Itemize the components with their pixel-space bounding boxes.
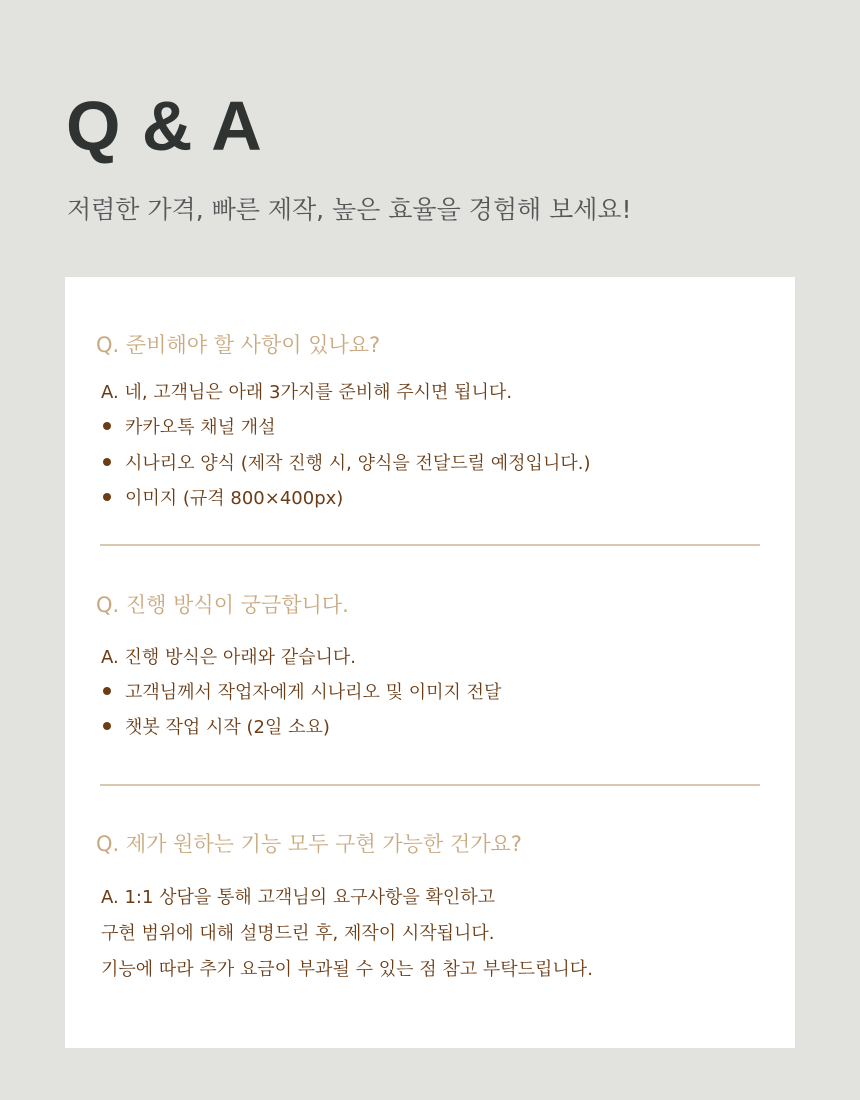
faq-bullet-text: 고객님께서 작업자에게 시나리오 및 이미지 전달: [125, 682, 502, 703]
faq-bullet-item: [103, 451, 590, 477]
faq-answer-line: A. 1:1 상담을 통해 고객님의 요구사항을 확인하고: [101, 887, 495, 908]
section-divider: [100, 544, 760, 546]
faq-bullet-text: 이미지 (규격 800×400px): [125, 488, 344, 509]
bullet-icon: [103, 687, 111, 695]
faq-question: Q. 준비해야 할 사항이 있나요?: [96, 333, 381, 357]
faq-answer: A. 네, 고객님은 아래 3가지를 준비해 주시면 됩니다.: [101, 382, 513, 403]
bullet-icon: [103, 458, 111, 466]
faq-answer-line: 기능에 따라 추가 요금이 부과될 수 있는 점 참고 부탁드립니다.: [101, 959, 593, 980]
faq-bullet-text: 카카오톡 채널 개설: [125, 417, 276, 438]
faq-question: Q. 제가 원하는 기능 모두 구현 가능한 건가요?: [96, 832, 522, 856]
qa-card: [65, 277, 795, 1048]
bullet-icon: [103, 493, 111, 501]
section-divider: [100, 784, 760, 786]
faq-bullet-text: 챗봇 작업 시작 (2일 소요): [125, 717, 330, 738]
faq-bullet-text: 시나리오 양식 (제작 진행 시, 양식을 전달드릴 예정입니다.): [125, 453, 591, 474]
bullet-icon: [103, 722, 111, 730]
faq-bullet-item: [103, 680, 501, 706]
faq-question: Q. 진행 방식이 궁금합니다.: [96, 593, 349, 617]
faq-answer-line: 구현 범위에 대해 설명드린 후, 제작이 시작됩니다.: [101, 923, 495, 944]
page-subtitle: 저렴한 가격, 빠른 제작, 높은 효율을 경험해 보세요!: [67, 195, 632, 224]
faq-answer: A. 진행 방식은 아래와 같습니다.: [101, 647, 356, 668]
faq-bullet-item: [103, 715, 330, 741]
bullet-icon: [103, 422, 111, 430]
page-title: Q & A: [66, 87, 263, 165]
faq-bullet-item: [103, 415, 276, 441]
faq-bullet-item: [103, 486, 343, 512]
